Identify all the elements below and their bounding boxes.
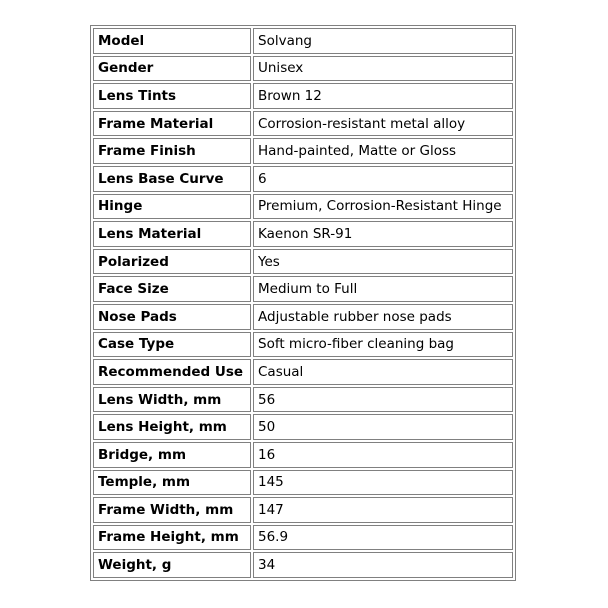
- spec-value: 16: [253, 442, 513, 468]
- table-row: [93, 497, 513, 523]
- table-row: [93, 442, 513, 468]
- spec-value: 145: [253, 470, 513, 496]
- table-row: [93, 138, 513, 164]
- spec-label: Temple, mm: [93, 470, 251, 496]
- spec-label: Frame Height, mm: [93, 525, 251, 551]
- spec-label: Gender: [93, 56, 251, 82]
- table-row: [93, 111, 513, 137]
- spec-label: Case Type: [93, 332, 251, 358]
- table-row: [93, 56, 513, 82]
- table-row: [93, 28, 513, 54]
- table-row: [93, 332, 513, 358]
- spec-label: Face Size: [93, 276, 251, 302]
- spec-value: Brown 12: [253, 83, 513, 109]
- spec-value: 6: [253, 166, 513, 192]
- spec-value: 147: [253, 497, 513, 523]
- spec-value: Yes: [253, 249, 513, 275]
- spec-label: Frame Material: [93, 111, 251, 137]
- table-row: [93, 194, 513, 220]
- table-row: [93, 276, 513, 302]
- table-row: [93, 552, 513, 578]
- spec-label: Polarized: [93, 249, 251, 275]
- spec-label: Frame Width, mm: [93, 497, 251, 523]
- spec-value: 56.9: [253, 525, 513, 551]
- spec-value: Unisex: [253, 56, 513, 82]
- spec-value: Adjustable rubber nose pads: [253, 304, 513, 330]
- table-row: [93, 166, 513, 192]
- spec-label: Model: [93, 28, 251, 54]
- spec-value: Hand-painted, Matte or Gloss: [253, 138, 513, 164]
- spec-value: Medium to Full: [253, 276, 513, 302]
- table-row: [93, 414, 513, 440]
- spec-label: Frame Finish: [93, 138, 251, 164]
- table-row: [93, 387, 513, 413]
- table-row: [93, 525, 513, 551]
- spec-label: Weight, g: [93, 552, 251, 578]
- spec-value: Corrosion-resistant metal alloy: [253, 111, 513, 137]
- spec-value: 56: [253, 387, 513, 413]
- spec-label: Lens Material: [93, 221, 251, 247]
- spec-value: 50: [253, 414, 513, 440]
- spec-label: Lens Tints: [93, 83, 251, 109]
- spec-label: Nose Pads: [93, 304, 251, 330]
- spec-value: 34: [253, 552, 513, 578]
- spec-label: Lens Height, mm: [93, 414, 251, 440]
- spec-table-body: [93, 28, 513, 578]
- spec-value: Premium, Corrosion-Resistant Hinge: [253, 194, 513, 220]
- spec-value: Kaenon SR-91: [253, 221, 513, 247]
- spec-label: Bridge, mm: [93, 442, 251, 468]
- spec-value: Soft micro-fiber cleaning bag: [253, 332, 513, 358]
- spec-table: [90, 25, 516, 581]
- spec-label: Lens Base Curve: [93, 166, 251, 192]
- spec-label: Hinge: [93, 194, 251, 220]
- spec-table-container: [90, 25, 516, 581]
- spec-label: Recommended Use: [93, 359, 251, 385]
- table-row: [93, 83, 513, 109]
- table-row: [93, 304, 513, 330]
- table-row: [93, 359, 513, 385]
- spec-label: Lens Width, mm: [93, 387, 251, 413]
- table-row: [93, 249, 513, 275]
- table-row: [93, 470, 513, 496]
- spec-value: Solvang: [253, 28, 513, 54]
- spec-value: Casual: [253, 359, 513, 385]
- table-row: [93, 221, 513, 247]
